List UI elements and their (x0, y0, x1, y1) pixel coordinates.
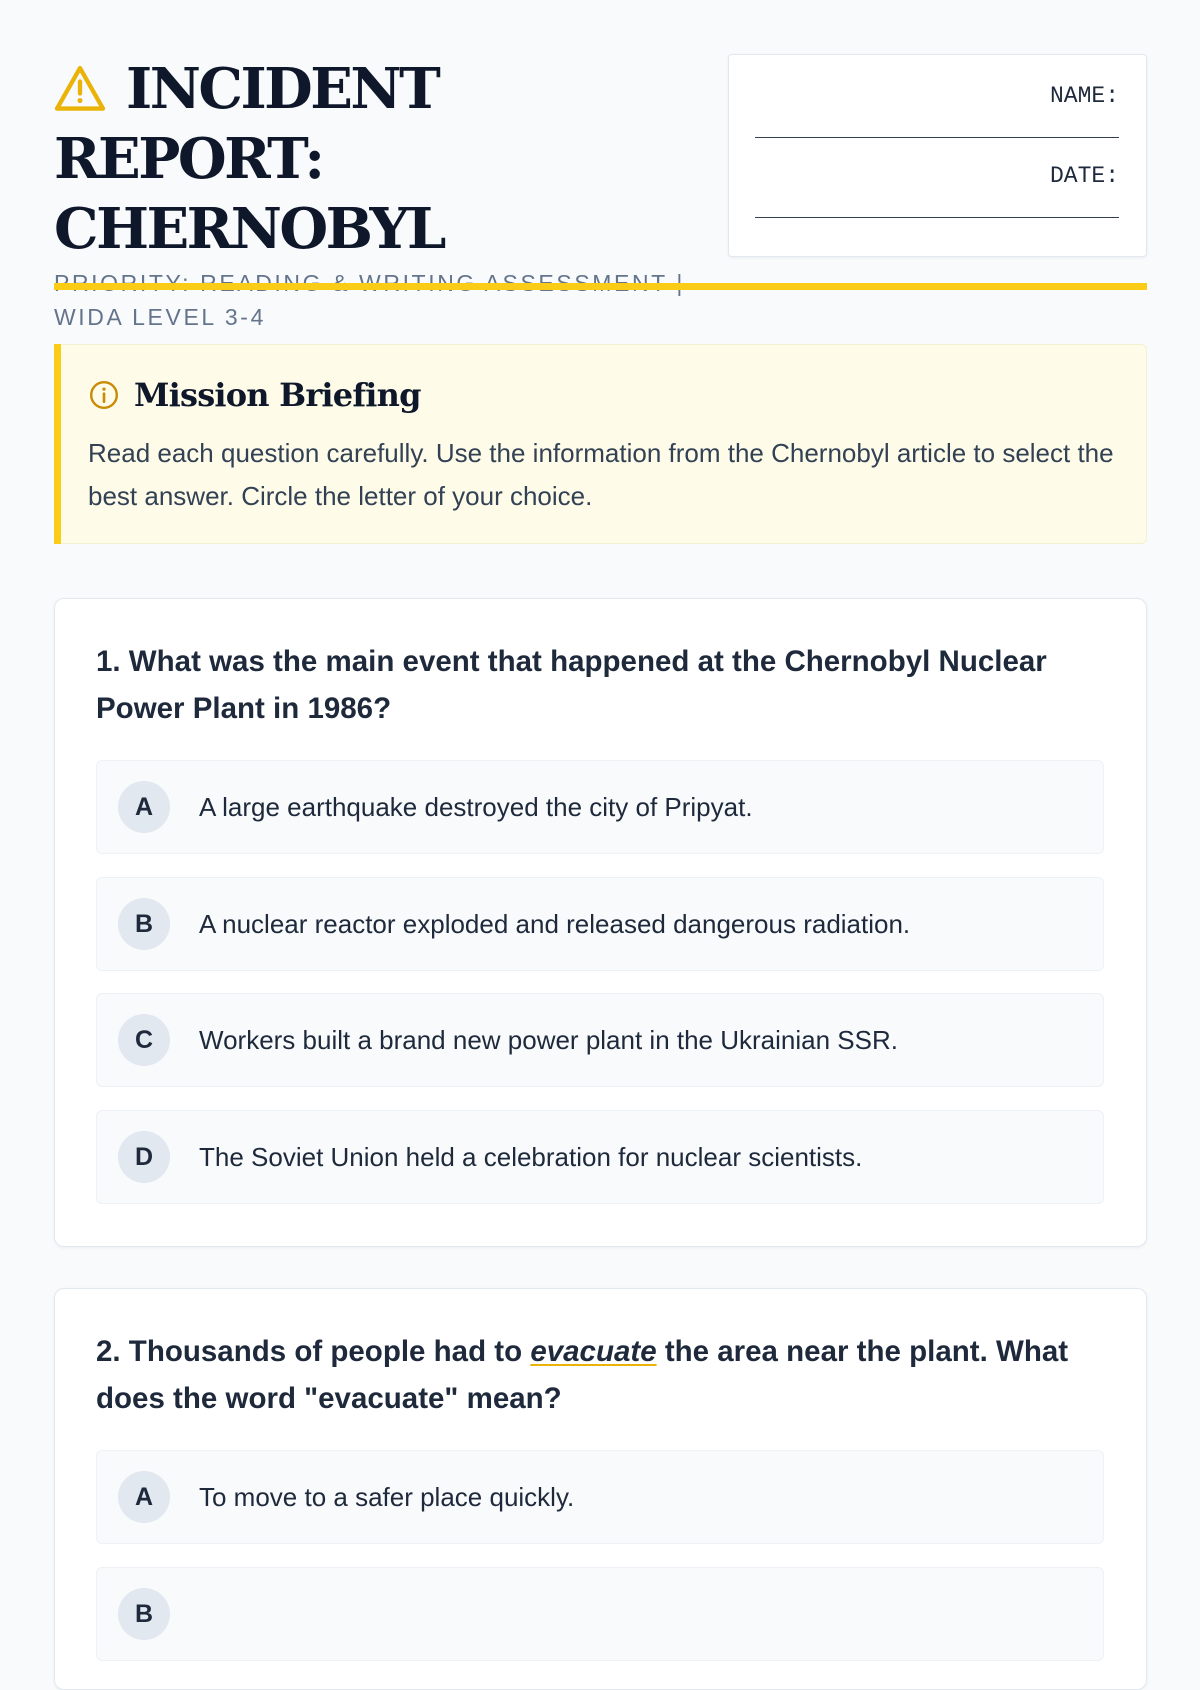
answer-option-b[interactable] (96, 877, 1104, 971)
option-letter[interactable]: C (118, 1014, 170, 1066)
question-text-end: the area near the plant. What does the word "evacuate" mean? (96, 1335, 1069, 1415)
option-letter[interactable]: A (118, 781, 170, 833)
question-card-2 (54, 1288, 1147, 1690)
student-info-box (728, 54, 1147, 257)
subtitle: WIDA LEVEL 3-4 (54, 304, 266, 330)
option-text: To move to a safer place quickly. (199, 1481, 575, 1512)
briefing-title: Mission Briefing (134, 376, 421, 414)
question-card-1 (54, 598, 1147, 1247)
page-title (54, 54, 694, 264)
option-letter[interactable]: B (118, 898, 170, 950)
header (54, 54, 1147, 330)
name-line[interactable] (755, 137, 1119, 138)
answer-option-a[interactable] (96, 1450, 1104, 1544)
option-text: A large earthquake destroyed the city of Pripyat. (199, 791, 753, 822)
answer-option-c[interactable] (96, 993, 1104, 1087)
info-circle-icon (88, 379, 120, 411)
answer-option-a[interactable] (96, 760, 1104, 854)
vocabulary-word: evacuate (530, 1335, 657, 1368)
option-text: A nuclear reactor exploded and released dangerous radiation. (199, 908, 911, 939)
briefing-accent-bar (54, 344, 61, 544)
title-block (54, 54, 694, 334)
option-text: The Soviet Union held a celebration for nuclear scientists. (199, 1141, 863, 1172)
option-letter[interactable]: B (118, 1588, 170, 1640)
date-line[interactable] (755, 217, 1119, 218)
warning-triangle-icon (54, 64, 106, 112)
title-line-2: REPORT: CHERNOBYL (54, 126, 444, 262)
answer-option-b[interactable] (96, 1567, 1104, 1661)
question-text (96, 1328, 1106, 1422)
mission-briefing (54, 344, 1147, 544)
name-label: NAME: (1049, 83, 1119, 109)
option-text: Workers built a brand new power plant in the Ukrainian SSR. (199, 1024, 898, 1055)
date-label: DATE: (1049, 163, 1119, 189)
briefing-text: Read each question carefully. Use the information from the Chernobyl article to select the best answer. Circle the letter of your choice. (88, 438, 1114, 511)
option-letter[interactable]: D (118, 1131, 170, 1183)
briefing-heading (88, 372, 421, 418)
title-line-1: INCIDENT (126, 56, 439, 122)
answer-option-d[interactable] (96, 1110, 1104, 1204)
header-divider (54, 283, 1147, 290)
question-text-start: 2. Thousands of people had to (96, 1335, 531, 1368)
name-field[interactable] (755, 83, 1119, 138)
question-text: 1. What was the main event that happened at the Chernobyl Nuclear Power Plant in 1986? (96, 645, 1047, 725)
option-letter[interactable]: A (118, 1471, 170, 1523)
date-field[interactable] (755, 163, 1119, 218)
